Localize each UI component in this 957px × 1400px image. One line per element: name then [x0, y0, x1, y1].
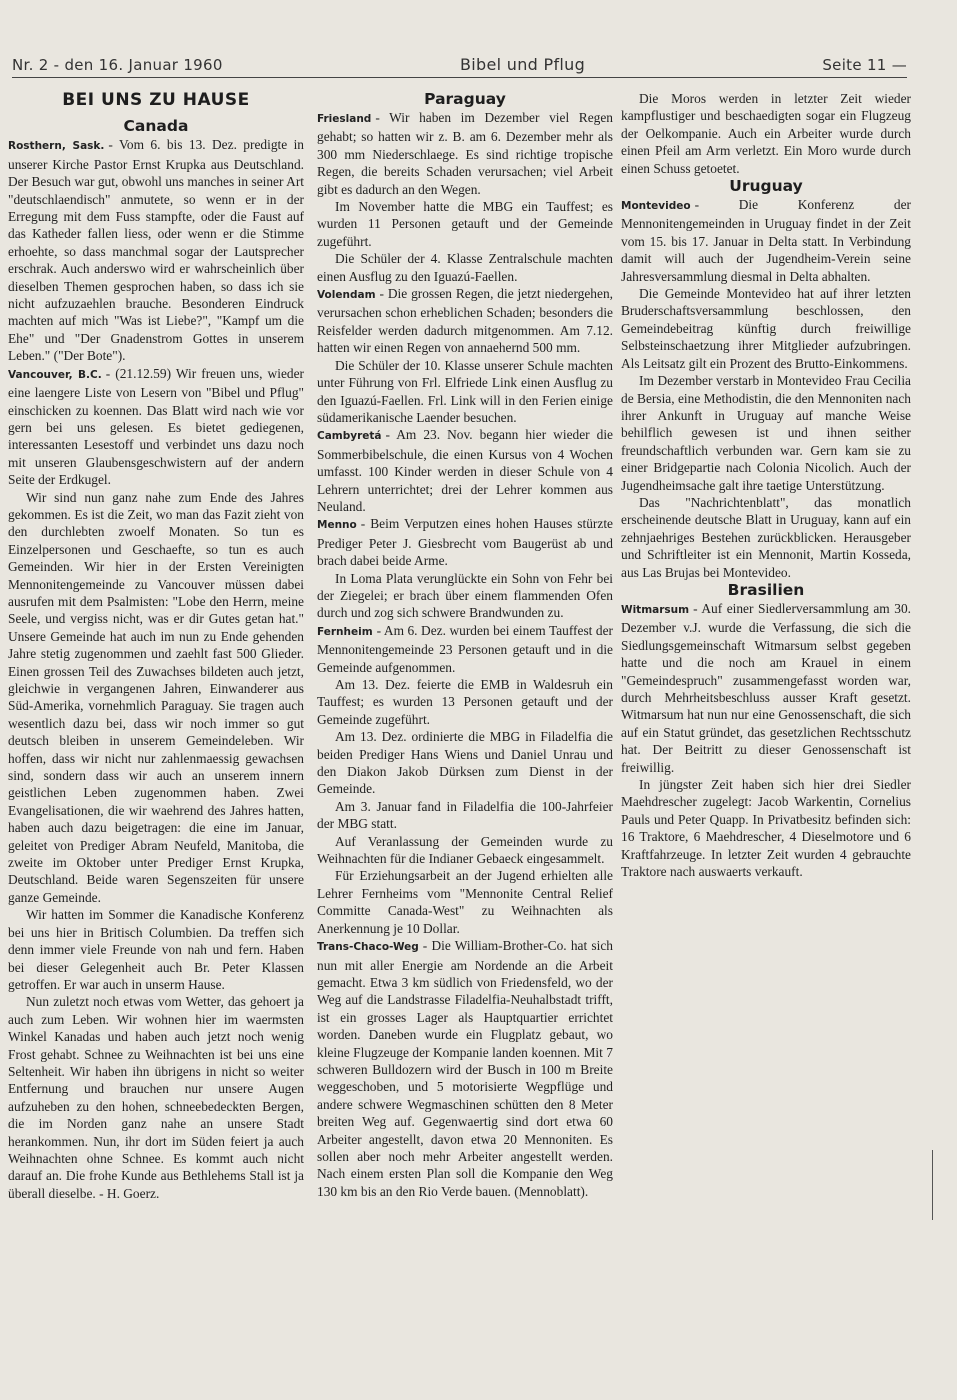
- column-1: [8, 90, 304, 1380]
- section-heading-paraguay: Paraguay: [424, 90, 506, 108]
- page-number: Seite 11 —: [822, 56, 907, 74]
- place-name: Menno: [317, 519, 357, 532]
- paragraph: Im Dezember verstarb in Montevideo Frau Cecilia de Bersia, eine Methodistin, die den Mennoniten nach ihrer Ankunft in Uruguay auf manche Weise behilflich gewesen ist und ihnen seither freundschaftlich verbunden war. Gern kam sie zu einer Bridgepartie nach Colonia Nicolich. Auch der Jugendheimsache galt ihre taetige Unterstützung.: [621, 373, 911, 493]
- paragraph: Die Schüler der 10. Klasse unserer Schule machten unter Führung von Frl. Elfriede Link einen Ausflug zu den Iguazú-Faellen. Frl. Link will in den Ferien einige südamerikanische Laender besuchen.: [317, 357, 613, 425]
- place-name: Rosthern, Sask.: [8, 140, 105, 153]
- paragraph: Nun zuletzt noch etwas vom Wetter, das gehoert ja auch zum Leben. Wir wohnen hier im waermsten Winkel Kanadas und haben auch jetzt noch wenig Frost gehabt. Schnee zu Weihnachten ist bei uns eine Seltenheit. Wir haben ihn übrigens in nicht so weiter Entfernung und brauchen nur unsere Augen aufzuheben zu den hohen, schneebedeckten Bergen, die im Norden ganz nahe an unsere Stadt herankommen. Nun, ihr dort im Süden feiert ja auch Weihnachten ohne Schnee. Es kommt auch nicht darauf an. Die frohe Kunde aus Bethlehems Stall ist ja überall dieselbe. - H. Goerz.: [8, 994, 304, 1201]
- column-3: [621, 90, 911, 1380]
- place-name: Friesland: [317, 113, 372, 125]
- article-volendam: Volendam - Die grossen Regen, die jetzt niedergehen, verursachen schon erheblichen Schaden; besonders die Reisfelder werden dadurch mitgenommen. Am 7.12. hatten wir einen Regen von annaehernd 500 mm.: [317, 286, 613, 356]
- issue-date: Nr. 2 - den 16. Januar 1960: [12, 56, 223, 74]
- newspaper-title: Bibel und Pflug: [460, 55, 586, 74]
- section-heading-uruguay: Uruguay: [729, 177, 803, 196]
- paragraph: In Loma Plata verunglückte ein Sohn von Fehr bei der Ziegelei; er brach über einem flammenden Ofen durch und zog sich schwere Brandwunden zu.: [317, 570, 613, 621]
- place-name: Fernheim: [317, 625, 373, 638]
- page-title: BEI UNS ZU HAUSE: [62, 90, 250, 110]
- article-transchaco: Trans-Chaco-Weg - Die William-Brother-Co. hat sich nun mit aller Energie am Nordende an die Arbeit gemacht. Etwa 3 km südlich von Friedensfeld, wo der Weg auf die Landstrasse Filadelfia-Neuhalbstadt trifft, ist ein grosses Lager als Hauptquartier errichtet worden. Daneben wurde ein Flugplatz gebaut, wo kleine Flugzeuge der Kompanie landen koennen. Mit 7 schweren Bulldozern wird der Busch in 100 m Breite weggeschoben, und 5 motorisierte Wegpflüge und andere schwere Wegmaschinen schütten den 8 Meter breiten Weg auf. Gegenwaertig sind dort etwa 60 Arbeiter angestellt, davon etwa 20 Mennoniten. Es sollen aber noch mehr Arbeiter angestellt werden. Nach einem ersten Plan soll die Kompanie den Weg 130 km bis an den Rio Verde bauen. (Mennoblatt).: [317, 938, 613, 1199]
- article-montevideo: Montevideo - Die Konferenz der Mennonitengemeinden in Uruguay findet in der Zeit vom 15. bis 17. Januar in Delta statt. In Verbindung damit will auch der Jugendheim-Verein seine Jahresversammlung diesmal in Delta abhalten.: [621, 197, 911, 284]
- paragraph: Auf Veranlassung der Gemeinden wurde zu Weihnachten für die Indianer Gebaeck eingesammelt.: [317, 833, 613, 867]
- margin-rule: [932, 1150, 933, 1220]
- place-name: Volendam: [317, 289, 376, 302]
- page-header: [12, 44, 907, 78]
- place-name: Cambyretá: [317, 430, 382, 443]
- paragraph: Die Gemeinde Montevideo hat auf ihrer letzten Bruderschaftsversammlung beschlossen, den Gemeindebeitrag künftig durch freiwillige Selbsteinschaetzung ihrer Mitglieder aufzubringen. Als Leitsatz gilt ein Prozent des Brutto-Einkommens.: [621, 286, 911, 371]
- article-friesland: Friesland - Wir haben im Dezember viel Regen gehabt; so hatten wir z. B. am 6. Dezember mehr als 300 mm Niederschlaege. Es sind richtige tropische Regen, die bereits Schaden verursachen; viel Arbeit gibt es dadurch an den Wegen.: [317, 110, 613, 197]
- paragraph: Am 3. Januar fand in Filadelfia die 100-Jahrfeier der MBG statt.: [317, 798, 613, 832]
- paragraph: Am 13. Dez. ordinierte die MBG in Filadelfia die beiden Prediger Hans Wiens und Daniel Unrau und den Diakon Jakob Dürksen zum Dienst in der Gemeinde.: [317, 729, 613, 797]
- article-cambyreta: Cambyretá - Am 23. Nov. begann hier wieder die Sommerbibelschule, die einen Kursus von 4 Wochen umfasst. 100 Kinder werden in dieser Schule von 4 Lehrern unterrichtet; drei der Lehrer kommen aus Neuland.: [317, 427, 613, 514]
- place-name: Witmarsum: [621, 603, 690, 616]
- section-heading-canada: Canada: [123, 117, 189, 136]
- article-rosthern: Rosthern, Sask. - Vom 6. bis 13. Dez. predigte in unserer Kirche Pastor Ernst Krupka aus Deutschland. Der Besuch war gut, obwohl uns manches in seiner Art "deutschlaendisch" anmutete, so wenn er in der Erregung mit dem Fuss stampfte, oder die Faust auf das Katheder fallen liess, oder wenn er die Stimme erhoehte, so dass manchmal sogar der Lautsprecher erschrak. Auch anderswo wird er wahrscheinlich über dieselben Themen gesprochen haben, so dass ich sie nicht aufzuzaehlen brauche. Besonderen Eindruck machten auf mich "Was ist Liebe?", "Kampf um die Ehe" und "Der Gnadenstrom Gottes in unserem Leben." ("Der Bote").: [8, 137, 304, 364]
- paragraph: Im November hatte die MBG ein Tauffest; es wurden 11 Personen getauft und der Gemeinde zugeführt.: [317, 199, 613, 249]
- article-vancouver: Vancouver, B.C. - (21.12.59) Wir freuen uns, wieder eine laengere Liste von Lesern von "Bibel und Pflug" einschicken zu koennen. Das Blatt wird nach wie vor gern bei uns gelesen. Es bietet gediegenen, interessanten Lesestoff und verbindet uns dazu noch mit unseren Glaubensgeschwistern auf der andern Seite der Erdkugel.: [8, 365, 304, 488]
- paragraph: Wir sind nun ganz nahe zum Ende des Jahres gekommen. Es ist die Zeit, wo man das Fazit zieht von den durchlebten zwoelf Monaten. So tun es Einzelpersonen und Geschaefte, so tun es auch Gemeinden. Wir hier in der Ersten Vereinigten Mennonitengemeinde zu Vancouver müssen dabei ausrufen mit dem Psalmisten: "Lobe den Herrn, meine Seele, und vergiss nicht, was er dir Gutes getan hat." Unsere Gemeinde hat auch im nun zu Ende gehenden Jahre stetig zugenommen und zaehlt fast 500 Glieder. Einen grossen Teil des Zuwachses bildeten auch jetzt, gleichwie in vergangenen Jahren, Einwanderer aus Süd-Amerika, vornehmlich Paraguay. Sie tragen auch wesentlich dazu bei, dass wir noch immer so gut deutsch bleiben in unserem Gemeindeleben. Wir hoffen, dass wir nicht nur zahlenmaessig gewachsen sind, sondern dass wir auch an unserem innern geistlichen Leben zugenommen haben. Zwei Evangelisationen, die wir waehrend des Jahres hatten, haben auch dazu beigetragen: die eine im Januar, geleitet von Prediger Abram Neufeld, Manitoba, die zweite im Oktober unter Prediger Ernst Krupka, Deutschland. Beide waren Segenszeiten für unsere ganze Gemeinde.: [8, 489, 304, 905]
- paragraph: Wir hatten im Sommer die Kanadische Konferenz bei uns hier in Britisch Columbien. Da treffen sich denn immer viele Freunde von nah und fern. Haben bei dieser Gelegenheit auch Br. Peter Klassen getroffen. Er war auch in unserm Hause.: [8, 907, 304, 992]
- section-heading-brasilien: Brasilien: [727, 580, 805, 599]
- article-fernheim: Fernheim - Am 6. Dez. wurden bei einem Tauffest der Mennonitengemeinde 23 Personen getauft und in die Gemeinde aufgenommen.: [317, 622, 613, 675]
- column-2: [317, 90, 613, 1380]
- article-menno: Menno - Beim Verputzen eines hohen Hauses stürzte Prediger Peter J. Giesbrecht vom Baugerüst ab und brach dabei beide Arme.: [317, 516, 613, 569]
- paragraph: In jüngster Zeit haben sich hier drei Siedler Maehdrescher zugelegt: Jacob Warkentin, Cornelius Pauls und Peter Quapp. In Privatbesitz befinden sich: 16 Traktore, 6 Maehdrescher, 4 Dieselmotore und 6 Kraftfahrzeuge. In letzter Zeit wurden 4 gebrauchte Traktore nach auswaerts verkauft.: [621, 777, 911, 880]
- paragraph: Die Moros werden in letzter Zeit wieder kampflustiger und beschaedigten sogar ein Flugzeug der Oelkompanie. Auch ein Arbeiter wurde durch einen Pfeil am Arm verletzt. Ein Moro wurde durch einen Schuss getoetet.: [621, 91, 911, 176]
- paragraph: Die Schüler der 4. Klasse Zentralschule machten einen Ausflug zu den Iguazú-Faellen.: [317, 251, 613, 284]
- place-name: Montevideo: [621, 200, 691, 213]
- place-name: Vancouver, B.C.: [8, 368, 102, 381]
- article-witmarsum: Witmarsum - Auf einer Siedlerversammlung am 30. Dezember v.J. wurde die Verfassung, die sich die Siedlungsgemeinschaft Witmarsum selbst gegeben hatte und die noch am Krauel in einem "Gemeindespruch" zusammengefasst worden war, durch Mehrheitsbeschluss ausser Kraft gesetzt. Witmarsum hat nun nur eine Genossenschaft, die sich auf ein Statut gründet, das gesetzlichen Rechtsschutz hat. Der Beitritt zu dieser Genossenschaft ist freiwillig.: [621, 600, 911, 775]
- paragraph: Am 13. Dez. feierte die EMB in Waldesruh ein Tauffest; es wurden 13 Personen getauft und der Gemeinde zugeführt.: [317, 677, 613, 727]
- paragraph: Für Erziehungsarbeit an der Jugend erhielten alle Lehrer Fernheims vom "Mennonite Central Relief Committe Canada-West" zu Weihnachten als Anerkennung je 10 Dollar.: [317, 868, 613, 936]
- place-name: Trans-Chaco-Weg: [317, 941, 419, 954]
- paragraph: Das "Nachrichtenblatt", das monatlich erscheinende deutsche Blatt in Uruguay, kann auf ein zehnjaehriges Bestehen zurückblicken. Herausgeber und Schriftleiter ist ein Mennonit, Martin Kosseda, aus Las Brujas bei Montevideo.: [621, 494, 911, 580]
